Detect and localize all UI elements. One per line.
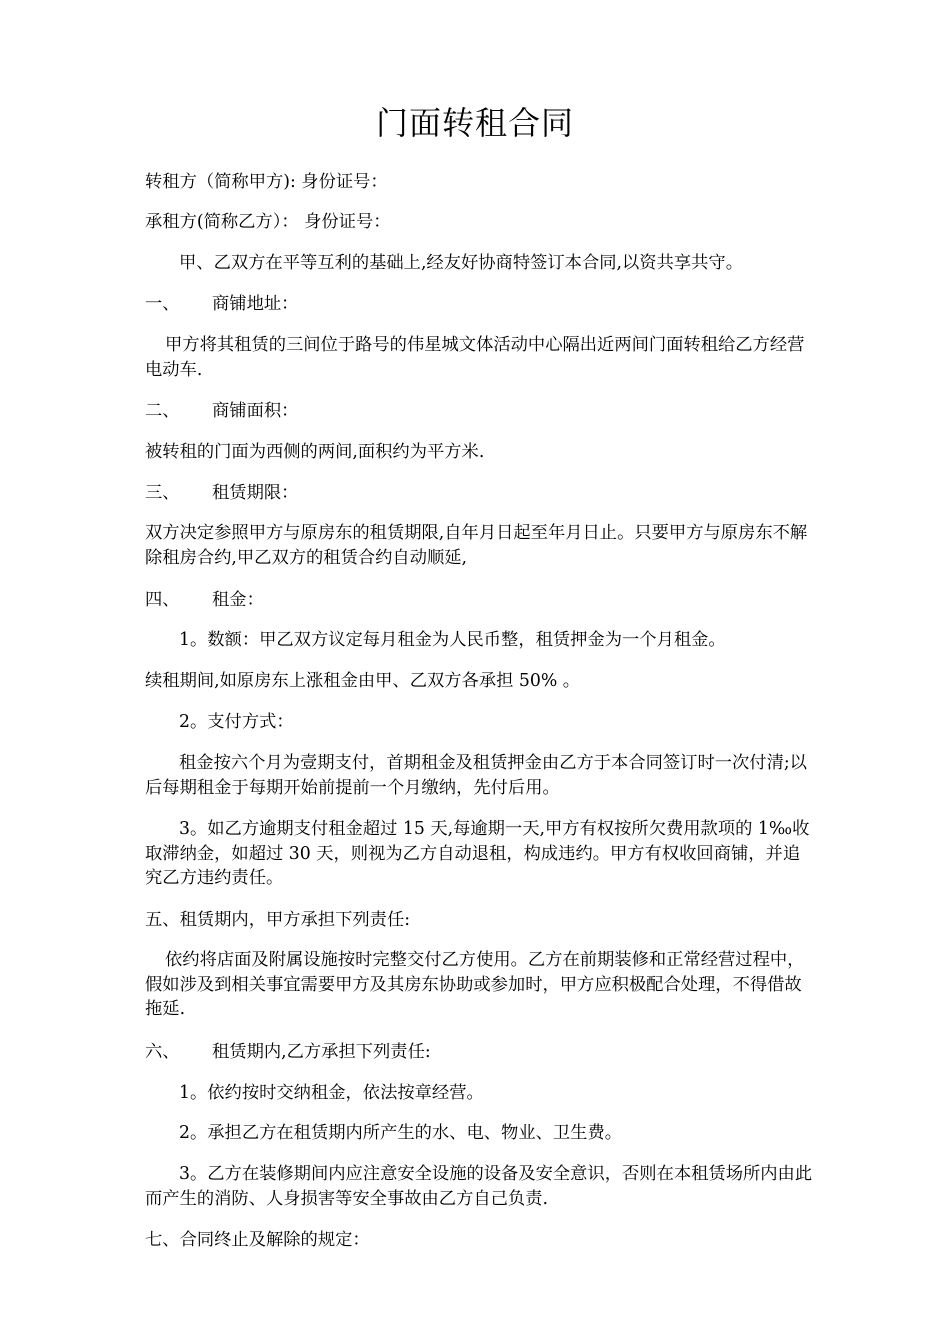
section-2-title: 商铺面积： — [212, 401, 299, 421]
late-payment-paragraph: 3。如乙方逾期支付租金超过 15 天,每逾期一天,甲方有权按所欠费用款项的 1‰收取滞纳金，如超过 30 天，则视为乙方自动退租，构成违约。甲方有权收回商铺，并追究乙方违约责任。 — [145, 819, 810, 888]
lessee-duty-3: 3。乙方在装修期间内应注意安全设施的设备及安全意识，否则在本租赁场所内由此而产生的消防、人身损害等安全事故由乙方自己负责. — [145, 1164, 813, 1209]
term-paragraph: 双方决定参照甲方与原房东的租赁期限,自年月日起至年月日止。只要甲方与原房东不解除租房合约,甲乙双方的租赁合约自动顺延, — [145, 523, 808, 568]
lessor-line: 转租方（简称甲方): 身份证号： — [145, 172, 388, 192]
section-3-number: 三、 — [145, 483, 180, 503]
area-paragraph: 被转租的门面为西侧的两间,面积约为平方米. — [145, 442, 485, 462]
address-paragraph: 甲方将其租赁的三间位于路号的伟星城文体活动中心隔出近两间门面转租给乙方经营电动车. — [145, 335, 805, 380]
section-1-heading — [145, 292, 813, 317]
section-7-heading: 七、合同终止及解除的规定： — [145, 1230, 370, 1250]
section-3-heading — [145, 481, 813, 506]
section-2-heading — [145, 399, 813, 424]
rent-amount-paragraph: 1。数额：甲乙双方议定每月租金为人民币整，租赁押金为一个月租金。 — [179, 630, 726, 650]
section-4-number: 四、 — [145, 590, 180, 610]
payment-method-heading: 2。支付方式： — [179, 712, 294, 732]
section-3-title: 租赁期限： — [212, 483, 299, 503]
preamble-paragraph: 甲、乙双方在平等互利的基础上,经友好协商特签订本合同,以资共享共守。 — [179, 253, 743, 273]
section-6-heading — [145, 1040, 813, 1065]
lessee-duty-2: 2。承担乙方在租赁期内所产生的水、电、物业、卫生费。 — [179, 1123, 623, 1143]
section-4-title: 租金： — [212, 590, 264, 610]
section-1-title: 商铺地址： — [212, 294, 299, 314]
rent-renewal-paragraph: 续租期间,如原房东上涨租金由甲、乙双方各承担 50% 。 — [145, 671, 581, 691]
section-6-number: 六、 — [145, 1042, 180, 1062]
section-6-title: 租赁期内,乙方承担下列责任: — [212, 1042, 431, 1062]
lessor-duties-paragraph: 依约将店面及附属设施按时完整交付乙方使用。乙方在前期装修和正常经营过程中，假如涉及到相关事宜需要甲方及其房东协助或参加时，甲方应积极配合处理，不得借故拖延. — [145, 950, 805, 1019]
lessee-duty-1: 1。依约按时交纳租金，依法按章经营。 — [179, 1083, 484, 1103]
lessee-line: 承租方(简称乙方）： 身份证号： — [145, 212, 391, 232]
document-title: 门面转租合同 — [375, 104, 574, 142]
section-2-number: 二、 — [145, 401, 180, 421]
section-5-heading: 五、租赁期内，甲方承担下列责任: — [145, 910, 411, 930]
section-4-heading — [145, 588, 813, 613]
section-1-number: 一、 — [145, 294, 180, 314]
payment-method-paragraph: 租金按六个月为壹期支付，首期租金及租赁押金由乙方于本合同签订时一次付清;以后每期租金于每期开始前提前一个月缴纳，先付后用。 — [145, 753, 807, 798]
